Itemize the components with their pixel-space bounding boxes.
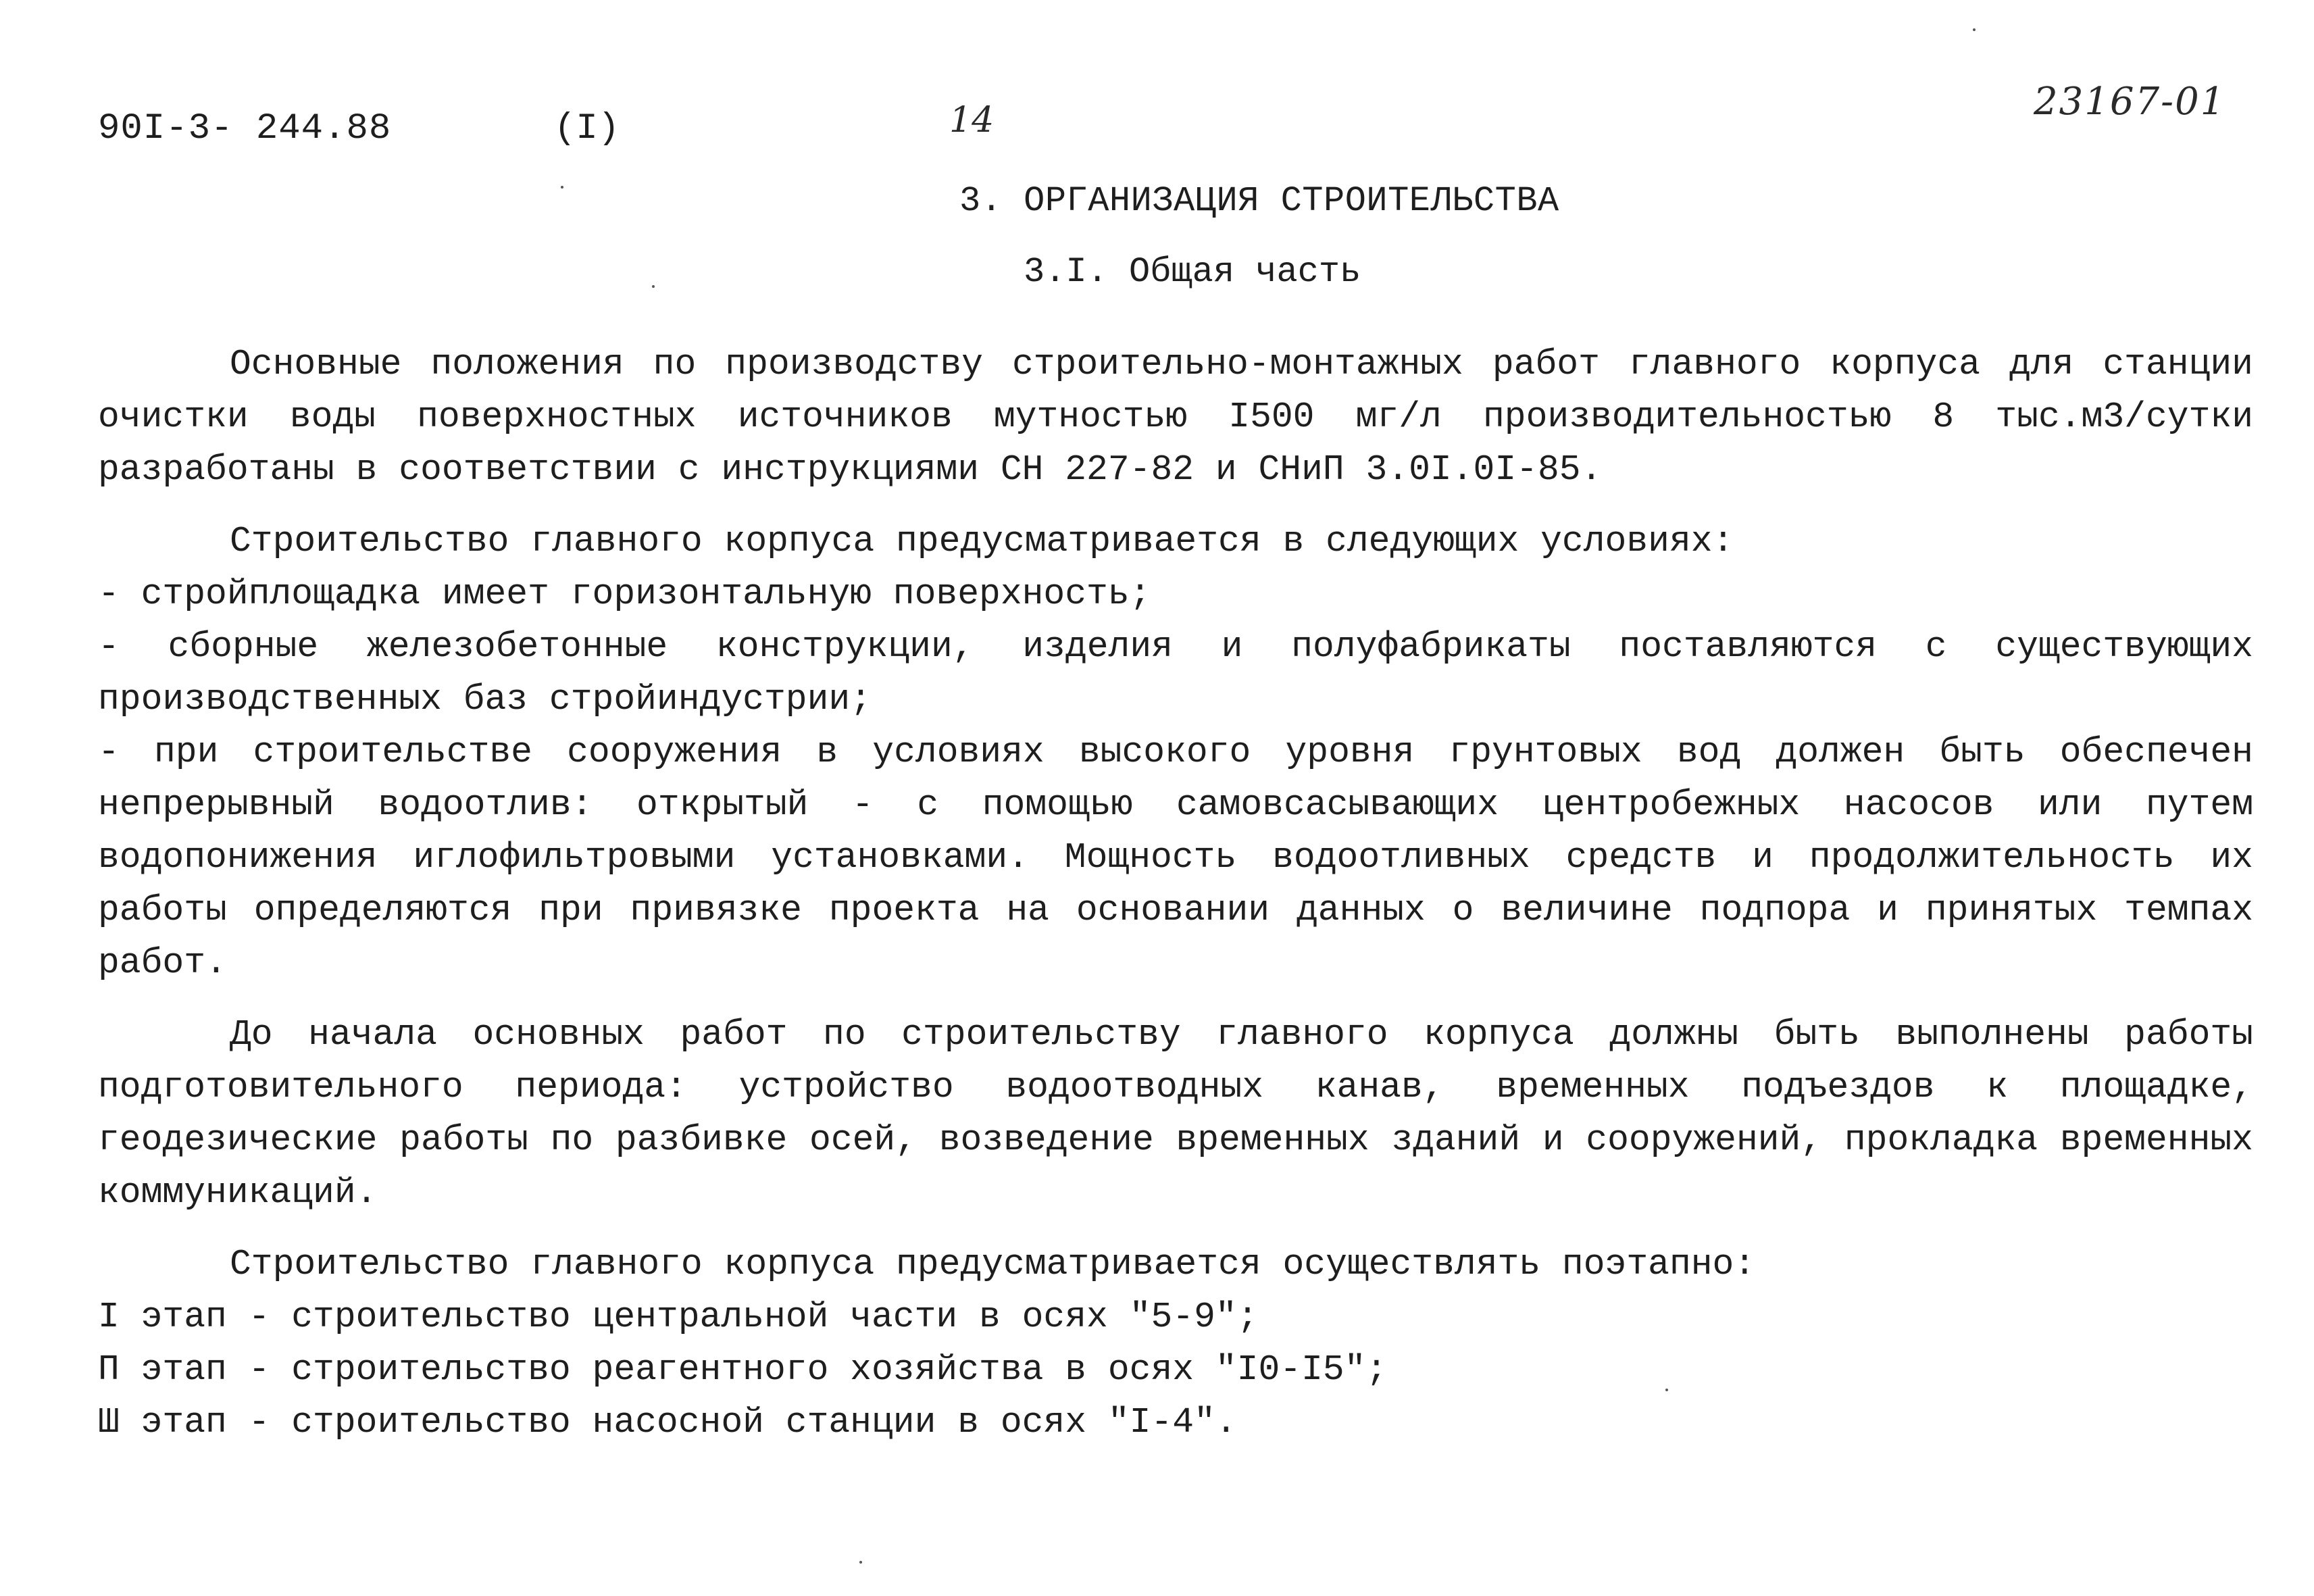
condition-item: - сборные железобетонные конструкции, изделия и полуфабрикаты поставляются с существующих производственных баз стройиндустрии; xyxy=(98,626,2253,720)
scan-speck xyxy=(1973,28,1976,31)
stage-item: I этап - строительство центральной части в осях "5-9"; xyxy=(98,1297,1259,1337)
paragraph-intro: Основные положения по производству строительно-монтажных работ главного корпуса для станции очистки воды поверхностных источников мутностью I500 мг/л производительностью 8 тыс.м3/сутки разработаны в соответствии с инструкциями СН 227-82 и СНиП 3.0I.0I-85. xyxy=(98,344,2253,490)
page-number: 14 xyxy=(949,100,995,141)
scan-speck xyxy=(859,1561,862,1564)
section-title: 3. ОРГАНИЗАЦИЯ СТРОИТЕЛЬСТВА xyxy=(959,181,1559,221)
subsection-title: 3.I. Общая часть xyxy=(1024,252,1361,292)
condition-item: - стройплощадка имеет горизонтальную поверхность; xyxy=(98,574,1151,614)
archive-number: 23167-01 xyxy=(2034,80,2226,124)
scan-speck xyxy=(652,285,655,288)
scan-speck xyxy=(1665,1389,1668,1391)
paragraph-preparatory: До начала основных работ по строительству главного корпуса должны быть выполнены работы подготовительного периода: устройство водоотводных канав, временных подъездов к площадке, геодезические работы по разбивке осей, возведение временных зданий и сооружений, прокладка временных коммуникаций. xyxy=(98,1014,2253,1213)
document-body xyxy=(98,338,2253,1449)
paragraph-conditions-lead: Строительство главного корпуса предусматривается в следующих условиях: xyxy=(230,521,1734,562)
condition-item: - при строительстве сооружения в условиях высокого уровня грунтовых вод должен быть обеспечен непрерывный водоотлив: открытый - с помощью самовсасывающих центробежных насосов или путем водопонижения иглофильтровыми установками. Мощность водоотливных средств и продолжительность их работы определяются при привязке проекта на основании данных о величине подпора и принятых темпах работ. xyxy=(98,732,2253,983)
document-code: 90I-3- 244.88 xyxy=(98,108,392,149)
volume-mark: (I) xyxy=(554,108,620,149)
paragraph-stages-lead: Строительство главного корпуса предусматривается осуществлять поэтапно: xyxy=(230,1244,1756,1285)
stage-item: Ш этап - строительство насосной станции в осях "I-4". xyxy=(98,1402,1237,1443)
stage-item: П этап - строительство реагентного хозяйства в осях "I0-I5"; xyxy=(98,1349,1388,1390)
scan-speck xyxy=(561,186,563,189)
